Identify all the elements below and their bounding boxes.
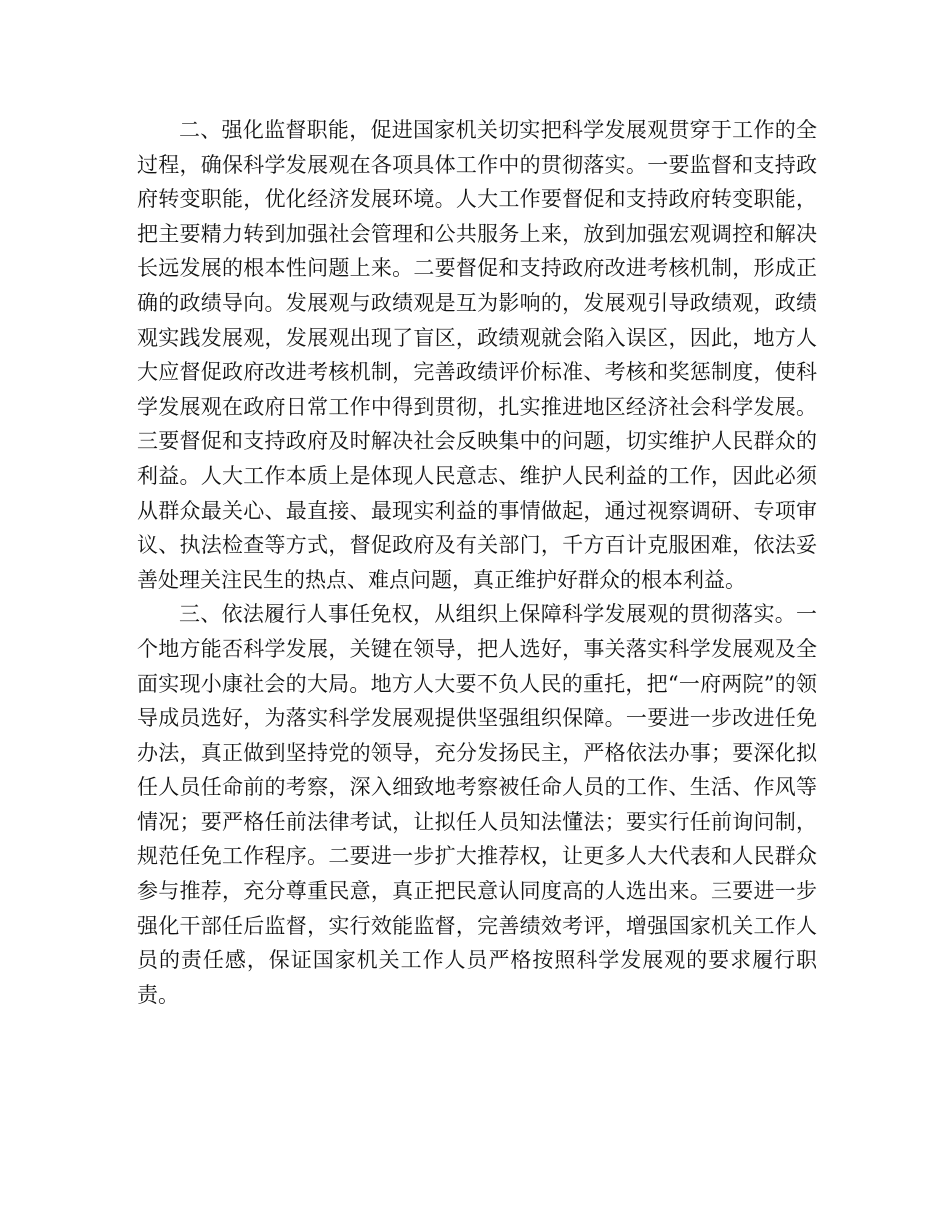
paragraph-appointment: 三、依法履行人事任免权，从组织上保障科学发展观的贯彻落实。一个地方能否科学发展，关键在领导，把人选好，事关落实科学发展观及全面实现小康社会的大局。地方人大要不负人民的重托，把“一府两院”的领导成员选好，为落实科学发展观提供坚强组织保障。一要进一步改进任免办法，真正做到坚持党的领导，充分发扬民主，严格依法办事；要深化拟任人员任命前的考察，深入细致地考察被任命人员的工作、生活、作风等情况；要严格任前法律考试，让拟任人员知法懂法；要实行任前询问制，规范任免工作程序。二要进一步扩大推荐权，让更多人大代表和人民群众参与推荐，充分尊重民意，真正把民意认同度高的人选出来。三要进一步强化干部任后监督，实行效能监督，完善绩效考评，增强国家机关工作人员的责任感，保证国家机关工作人员严格按照科学发展观的要求履行职责。: [137, 602, 817, 1007]
document-body: [137, 113, 817, 1012]
paragraph-supervision: 二、强化监督职能，促进国家机关切实把科学发展观贯穿于工作的全过程，确保科学发展观在各项具体工作中的贯彻落实。一要监督和支持政府转变职能，优化经济发展环境。人大工作要督促和支持政府转变职能，把主要精力转到加强社会管理和公共服务上来，放到加强宏观调控和解决长远发展的根本性问题上来。二要督促和支持政府改进考核机制，形成正确的政绩导向。发展观与政绩观是互为影响的，发展观引导政绩观，政绩观实践发展观，发展观出现了盲区，政绩观就会陷入误区，因此，地方人大应督促政府改进考核机制，完善政绩评价标准、考核和奖惩制度，使科学发展观在政府日常工作中得到贯彻，扎实推进地区经济社会科学发展。三要督促和支持政府及时解决社会反映集中的问题，切实维护人民群众的利益。人大工作本质上是体现人民意志、维护人民利益的工作，因此必须从群众最关心、最直接、最现实利益的事情做起，通过视察调研、专项审议、执法检查等方式，督促政府及有关部门，千方百计克服困难，依法妥善处理关注民生的热点、难点问题，真正维护好群众的根本利益。: [137, 118, 817, 592]
